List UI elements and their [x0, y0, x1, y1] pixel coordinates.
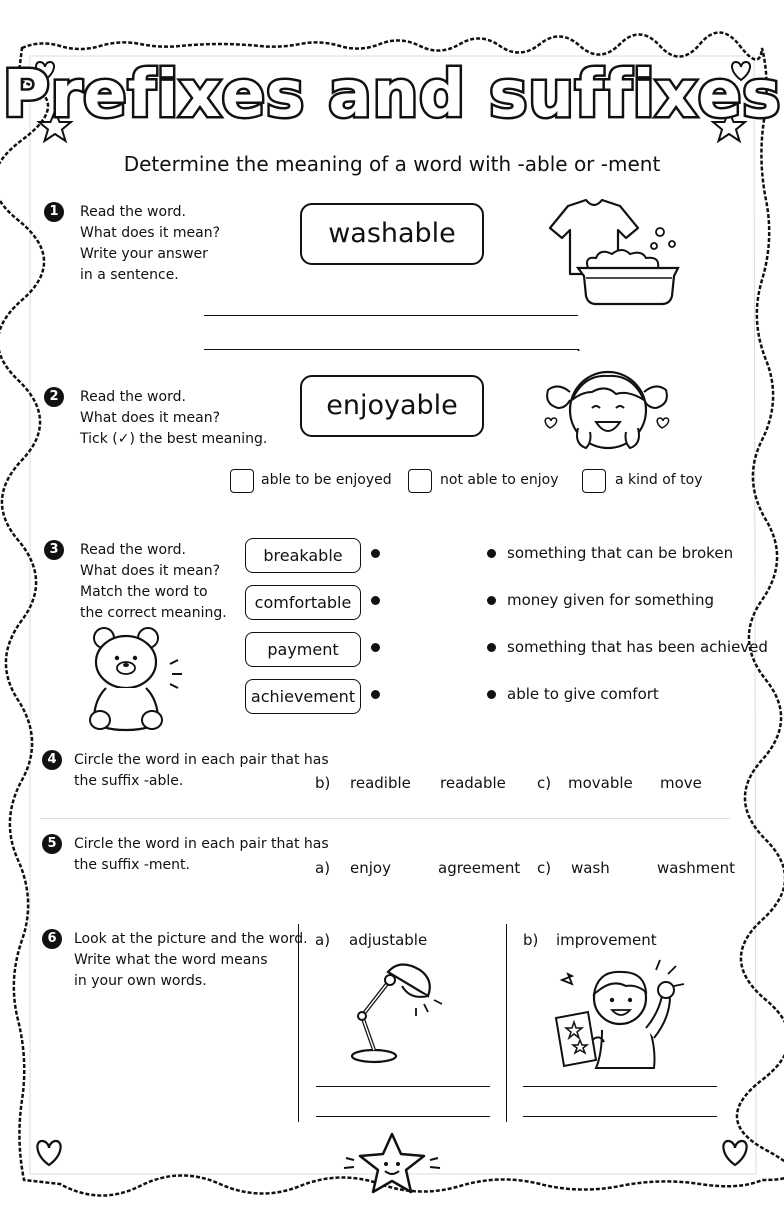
match-dot[interactable]	[487, 690, 496, 699]
q5-instructions: Circle the word in each pair that has the suffix -ment.	[74, 836, 329, 873]
q2-option-label: not able to enjoy	[440, 472, 559, 488]
shirt-basin-icon	[538, 196, 686, 312]
answer-line[interactable]	[204, 315, 578, 316]
q2-option-checkbox[interactable]	[230, 469, 254, 493]
question-number: 1	[44, 202, 64, 222]
question-number: 4	[42, 750, 62, 770]
q2-option-label: able to be enjoyed	[261, 472, 392, 488]
q1-word-box: washable	[300, 203, 484, 265]
question-number: 6	[42, 929, 62, 949]
choice-word[interactable]: agreement	[438, 859, 521, 877]
teddy-bear-icon	[80, 624, 192, 736]
choice-word[interactable]: readable	[440, 774, 506, 792]
q3-meaning: able to give comfort	[507, 685, 659, 703]
question-number: 5	[42, 834, 62, 854]
smiling-star-icon	[340, 1130, 444, 1200]
q1-instructions: Read the word. What does it mean? Write your answer in a sentence.	[80, 204, 221, 283]
q3-word-box: achievement	[245, 679, 361, 714]
q3-word-box: comfortable	[245, 585, 361, 620]
q2-option-checkbox[interactable]	[408, 469, 432, 493]
q2-option-checkbox[interactable]	[582, 469, 606, 493]
page-subtitle: Determine the meaning of a word with -able or -ment	[123, 152, 661, 176]
match-dot[interactable]	[371, 690, 380, 699]
column-divider	[298, 924, 299, 1122]
q2-word-box: enjoyable	[300, 375, 484, 437]
pair-label: a)	[315, 931, 331, 949]
answer-line[interactable]	[316, 1116, 490, 1117]
divider	[40, 818, 730, 819]
page-title: Prefixes and suffixes	[2, 58, 782, 132]
q3-meaning: something that can be broken	[507, 544, 734, 562]
choice-word[interactable]: move	[660, 774, 702, 792]
question-number: 3	[44, 540, 64, 560]
pair-label: b)	[315, 774, 331, 792]
choice-word[interactable]: movable	[568, 774, 633, 792]
match-dot[interactable]	[371, 549, 380, 558]
pair-label: b)	[523, 931, 539, 949]
heart-icon	[718, 1136, 752, 1168]
answer-line[interactable]	[316, 1086, 490, 1087]
boy-certificate-icon	[552, 956, 692, 1072]
question-number: 2	[44, 387, 64, 407]
q3-word-box: breakable	[245, 538, 361, 573]
q6-word: improvement	[556, 931, 657, 949]
sentence-period: .	[576, 336, 582, 355]
q4-instructions: Circle the word in each pair that has the suffix -able.	[74, 752, 329, 789]
pair-label: a)	[315, 859, 331, 877]
q3-meaning: something that has been achieved	[507, 638, 768, 656]
match-dot[interactable]	[371, 596, 380, 605]
match-dot[interactable]	[487, 596, 496, 605]
q3-meaning: money given for something	[507, 591, 715, 609]
q6-word: adjustable	[349, 931, 428, 949]
desk-lamp-icon	[340, 956, 450, 1066]
q2-instructions: Read the word. What does it mean? Tick (✓) the best meaning.	[80, 389, 268, 447]
q3-word-box: payment	[245, 632, 361, 667]
answer-line[interactable]	[204, 349, 578, 350]
pair-label: c)	[537, 774, 552, 792]
heart-icon	[32, 1136, 66, 1168]
choice-word[interactable]: washment	[657, 859, 736, 877]
choice-word[interactable]: wash	[571, 859, 610, 877]
answer-line[interactable]	[523, 1116, 717, 1117]
match-dot[interactable]	[371, 643, 380, 652]
match-dot[interactable]	[487, 643, 496, 652]
match-dot[interactable]	[487, 549, 496, 558]
pair-label: c)	[537, 859, 552, 877]
q2-option-label: a kind of toy	[615, 472, 703, 488]
answer-line[interactable]	[523, 1086, 717, 1087]
girl-icon	[536, 364, 680, 462]
choice-word[interactable]: readible	[350, 774, 411, 792]
choice-word[interactable]: enjoy	[350, 859, 391, 877]
column-divider	[506, 924, 507, 1122]
q3-instructions: Read the word. What does it mean? Match the word to the correct meaning.	[80, 542, 227, 621]
q6-instructions: Look at the picture and the word. Write what the word means in your own words.	[74, 931, 308, 989]
